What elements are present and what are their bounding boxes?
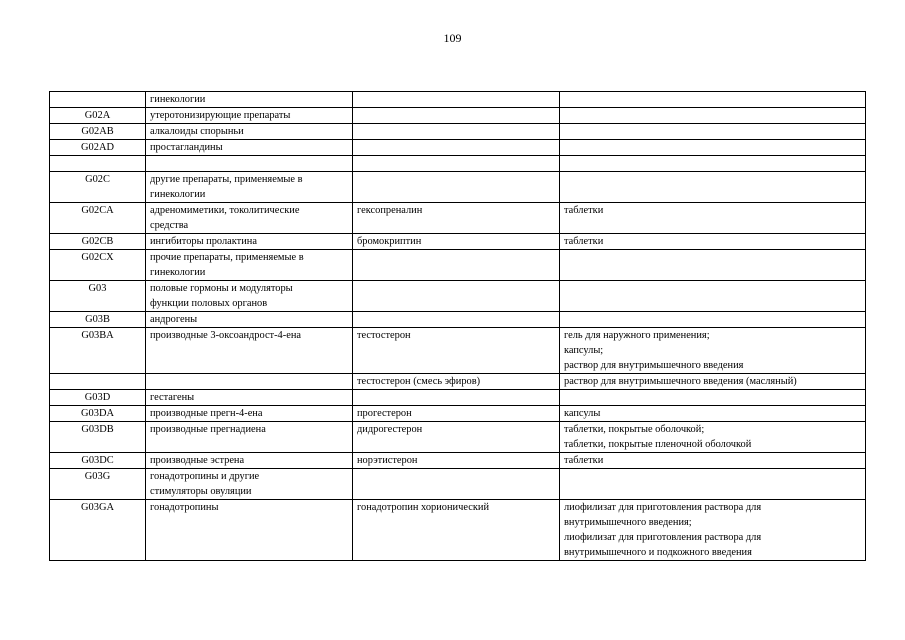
atc-code-cell: G02AD	[50, 140, 146, 156]
atc-name-cell	[146, 390, 353, 406]
atc-code-cell: G03B	[50, 312, 146, 328]
atc-name-cell	[146, 422, 353, 453]
dosage-form-line: таблетки, покрытые оболочкой;	[564, 424, 705, 435]
drug-name-cell	[353, 312, 560, 328]
table-row	[50, 250, 866, 281]
dosage-form-cell	[560, 250, 866, 281]
table-row	[50, 281, 866, 312]
atc-name-cell	[146, 140, 353, 156]
dosage-form-line: внутримышечного и подкожного введения	[564, 547, 752, 558]
atc-name-cell	[146, 312, 353, 328]
dosage-form-cell	[560, 422, 866, 453]
atc-name-line: алкалоиды спорыньи	[150, 126, 244, 137]
drug-name-line: гексопреналин	[357, 205, 423, 216]
drug-name-cell	[353, 92, 560, 108]
atc-name-cell	[146, 250, 353, 281]
table-row	[50, 203, 866, 234]
table-row	[50, 406, 866, 422]
dosage-form-cell	[560, 281, 866, 312]
drug-name-cell	[353, 156, 560, 172]
dosage-form-cell	[560, 406, 866, 422]
atc-code-cell: G03DA	[50, 406, 146, 422]
drug-name-cell	[353, 140, 560, 156]
atc-name-cell	[146, 469, 353, 500]
dosage-form-cell	[560, 469, 866, 500]
atc-name-line: функции половых органов	[150, 298, 268, 309]
drug-name-line: прогестерон	[357, 408, 412, 419]
atc-name-line: ингибиторы пролактина	[150, 236, 257, 247]
atc-name-cell	[146, 406, 353, 422]
table-row	[50, 422, 866, 453]
atc-code-cell: G02CA	[50, 203, 146, 234]
atc-name-line: гинекологии	[150, 267, 206, 278]
atc-code-cell: G02CX	[50, 250, 146, 281]
table-row	[50, 108, 866, 124]
table-row	[50, 374, 866, 390]
atc-code-cell	[50, 156, 146, 172]
drug-name-cell	[353, 203, 560, 234]
atc-code-cell: G02A	[50, 108, 146, 124]
atc-name-line: андрогены	[150, 314, 198, 325]
dosage-form-line: раствор для внутримышечного введения (масляный)	[564, 376, 797, 387]
table-body	[50, 92, 866, 561]
atc-code-cell: G03DC	[50, 453, 146, 469]
atc-name-line: гестагены	[150, 392, 195, 403]
atc-code-cell: G03GA	[50, 500, 146, 561]
atc-name-cell	[146, 203, 353, 234]
table-row	[50, 390, 866, 406]
atc-name-cell	[146, 108, 353, 124]
dosage-form-line: раствор для внутримышечного введения	[564, 360, 744, 371]
atc-name-line: простагландины	[150, 142, 223, 153]
table-row	[50, 312, 866, 328]
drug-name-cell	[353, 250, 560, 281]
drug-name-cell	[353, 234, 560, 250]
atc-name-line: производные прегн-4-ена	[150, 408, 263, 419]
dosage-form-cell	[560, 328, 866, 374]
dosage-form-cell	[560, 234, 866, 250]
page-number: 109	[443, 31, 462, 45]
table-row	[50, 140, 866, 156]
atc-name-cell	[146, 156, 353, 172]
atc-code-cell: G03G	[50, 469, 146, 500]
dosage-form-cell	[560, 156, 866, 172]
table-row	[50, 172, 866, 203]
atc-name-line: прочие препараты, применяемые в	[150, 252, 304, 263]
atc-name-cell	[146, 172, 353, 203]
drug-name-cell	[353, 390, 560, 406]
atc-code-cell: G03	[50, 281, 146, 312]
atc-code-cell: G03D	[50, 390, 146, 406]
drug-name-line: гонадотропин хорионический	[357, 502, 489, 513]
atc-name-line: другие препараты, применяемые в	[150, 174, 303, 185]
dosage-form-cell	[560, 108, 866, 124]
drug-name-cell	[353, 108, 560, 124]
dosage-form-line: капсулы;	[564, 345, 604, 356]
table-row	[50, 469, 866, 500]
atc-name-line: производные эстрена	[150, 455, 245, 466]
atc-name-cell	[146, 500, 353, 561]
drug-name-line: тестостерон	[357, 330, 411, 341]
atc-name-cell	[146, 328, 353, 374]
drug-name-cell	[353, 422, 560, 453]
drug-name-cell	[353, 374, 560, 390]
dosage-form-cell	[560, 390, 866, 406]
drug-name-cell	[353, 281, 560, 312]
atc-code-cell	[50, 92, 146, 108]
drug-name-line: дидрогестерон	[357, 424, 423, 435]
dosage-form-line: таблетки	[564, 455, 604, 466]
dosage-form-line: внутримышечного введения;	[564, 517, 692, 528]
dosage-form-cell	[560, 312, 866, 328]
table-row	[50, 500, 866, 561]
table-row	[50, 92, 866, 108]
atc-name-line: адреномиметики, токолитические	[150, 205, 300, 216]
drug-name-cell	[353, 328, 560, 374]
dosage-form-cell	[560, 140, 866, 156]
dosage-form-line: лиофилизат для приготовления раствора для	[564, 502, 762, 513]
atc-code-cell: G02C	[50, 172, 146, 203]
atc-name-line: гинекологии	[150, 94, 206, 105]
atc-code-cell: G02CB	[50, 234, 146, 250]
table-row	[50, 234, 866, 250]
atc-code-cell	[50, 374, 146, 390]
dosage-form-line: таблетки	[564, 205, 604, 216]
drug-name-cell	[353, 469, 560, 500]
drug-name-cell	[353, 406, 560, 422]
atc-name-line: производные прегнадиена	[150, 424, 266, 435]
dosage-form-cell	[560, 453, 866, 469]
drug-name-line: тестостерон (смесь эфиров)	[357, 376, 481, 387]
dosage-form-line: капсулы	[564, 408, 601, 419]
table-row	[50, 156, 866, 172]
dosage-form-cell	[560, 500, 866, 561]
atc-name-cell	[146, 453, 353, 469]
dosage-form-line: лиофилизат для приготовления раствора для	[564, 532, 762, 543]
atc-code-cell: G02AB	[50, 124, 146, 140]
dosage-form-cell	[560, 172, 866, 203]
atc-name-line: гонадотропины и другие	[150, 471, 260, 482]
atc-name-line: стимуляторы овуляции	[150, 486, 252, 497]
dosage-form-cell	[560, 92, 866, 108]
dosage-form-line: таблетки	[564, 236, 604, 247]
atc-name-line: половые гормоны и модуляторы	[150, 283, 293, 294]
drug-name-cell	[353, 172, 560, 203]
dosage-form-cell	[560, 374, 866, 390]
atc-name-cell	[146, 124, 353, 140]
dosage-form-line: таблетки, покрытые пленочной оболочкой	[564, 439, 752, 450]
atc-name-line: гинекологии	[150, 189, 206, 200]
atc-name-cell	[146, 374, 353, 390]
atc-name-cell	[146, 92, 353, 108]
atc-name-cell	[146, 234, 353, 250]
atc-name-line: средства	[150, 220, 189, 231]
drug-name-cell	[353, 500, 560, 561]
table-row	[50, 328, 866, 374]
table-row	[50, 124, 866, 140]
atc-code-cell: G03DB	[50, 422, 146, 453]
drug-name-line: бромокриптин	[357, 236, 422, 247]
dosage-form-cell	[560, 203, 866, 234]
drug-classification-table	[49, 91, 866, 561]
drug-name-line: норэтистерон	[357, 455, 418, 466]
atc-name-line: гонадотропины	[150, 502, 219, 513]
atc-name-line: утеротонизирующие препараты	[150, 110, 291, 121]
atc-name-line: производные 3-оксоандрост-4-ена	[150, 330, 301, 341]
drug-name-cell	[353, 453, 560, 469]
dosage-form-cell	[560, 124, 866, 140]
table-row	[50, 453, 866, 469]
atc-code-cell: G03BA	[50, 328, 146, 374]
drug-name-cell	[353, 124, 560, 140]
dosage-form-line: гель для наружного применения;	[564, 330, 710, 341]
atc-name-cell	[146, 281, 353, 312]
